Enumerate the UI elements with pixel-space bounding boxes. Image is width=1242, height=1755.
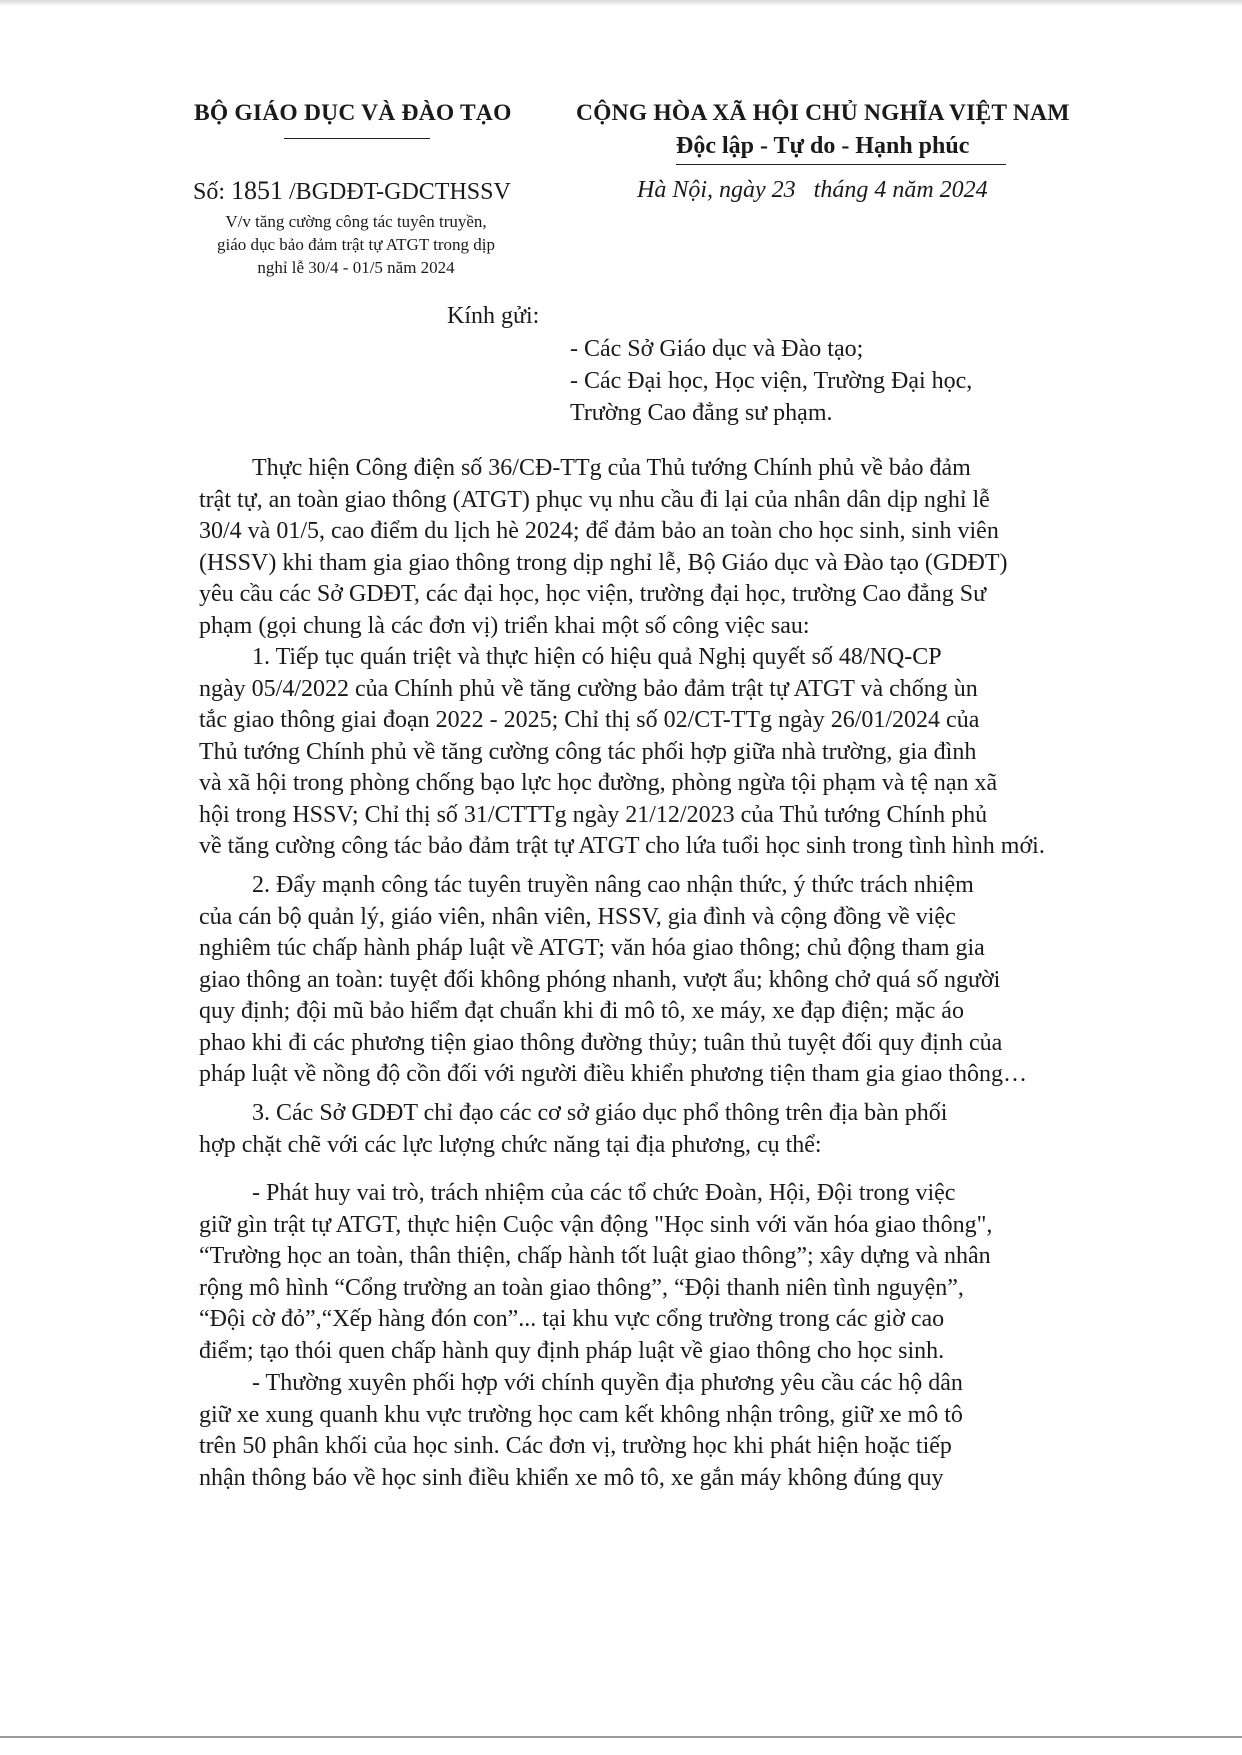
national-title: CỘNG HÒA XÃ HỘI CHỦ NGHĨA VIỆT NAM — [576, 100, 1070, 126]
authority-underline — [284, 138, 430, 139]
item1-line: ngày 05/4/2022 của Chính phủ về tăng cường bảo đảm trật tự ATGT và chống ùn — [199, 675, 978, 702]
national-motto: Độc lập - Tự do - Hạnh phúc — [676, 133, 970, 159]
item1-line: 1. Tiếp tục quán triệt và thực hiện có hiệu quả Nghị quyết số 48/NQ-CP — [252, 644, 942, 670]
item3-line: 3. Các Sở GDĐT chỉ đạo các cơ sở giáo dục phổ thông trên địa bàn phối — [252, 1100, 948, 1126]
bullet1-line: “Đội cờ đỏ”,“Xếp hàng đón con”... tại khu vực cổng trường trong các giờ cao — [199, 1306, 945, 1332]
intro-line: (HSSV) khi tham gia giao thông trong dịp nghỉ lễ, Bộ Giáo dục và Đào tạo (GDĐT) — [199, 549, 1008, 576]
item1-line: về tăng cường công tác bảo đảm trật tự ATGT cho lứa tuổi học sinh trong tình hình mới. — [199, 833, 1045, 859]
intro-line: phạm (gọi chung là các đơn vị) triển khai một số công việc sau: — [199, 612, 810, 639]
intro-line: trật tự, an toàn giao thông (ATGT) phục vụ nhu cầu đi lại của nhân dân dịp nghỉ lễ — [199, 486, 990, 513]
item1-line: hội trong HSSV; Chỉ thị số 31/CTTTg ngày 21/12/2023 của Thủ tướng Chính phủ — [199, 801, 988, 828]
item2-line: quy định; đội mũ bảo hiểm đạt chuẩn khi đi mô tô, xe máy, xe đạp điện; mặc áo — [199, 998, 964, 1024]
recipient-list — [570, 333, 972, 429]
item3-line: hợp chặt chẽ với các lực lượng chức năng tại địa phương, cụ thể: — [199, 1131, 822, 1158]
recipient-item: Trường Cao đẳng sư phạm. — [570, 400, 833, 426]
bullet2-line: trên 50 phân khối của học sinh. Các đơn vị, trường học khi phát hiện hoặc tiếp — [199, 1433, 952, 1459]
bullet1-line: - Phát huy vai trò, trách nhiệm của các tổ chức Đoàn, Hội, Đội trong việc — [252, 1180, 956, 1206]
subject-line: nghỉ lễ 30/4 - 01/5 năm 2024 — [257, 258, 455, 277]
document-number-value: 1851 — [231, 176, 284, 205]
issuing-authority: BỘ GIÁO DỤC VÀ ĐÀO TẠO — [194, 100, 512, 126]
intro-line: yêu cầu các Sở GDĐT, các đại học, học viện, trường đại học, trường Cao đẳng Sư — [199, 581, 987, 607]
bullet1-line: “Trường học an toàn, thân thiện, chấp hành tốt luật giao thông”; xây dựng và nhân — [199, 1243, 991, 1269]
recipient-item: - Các Sở Giáo dục và Đào tạo; — [570, 336, 864, 362]
bullet1-line: điểm; tạo thói quen chấp hành quy định pháp luật về giao thông cho học sinh. — [199, 1337, 945, 1364]
bullet2-line: - Thường xuyên phối hợp với chính quyền địa phương yêu cầu các hộ dân — [252, 1370, 963, 1396]
document-date: Hà Nội, ngày 23 tháng 4 năm 2024 — [637, 177, 988, 203]
bullet1-line: rộng mô hình “Cổng trường an toàn giao thông”, “Đội thanh niên tình nguyện”, — [199, 1274, 964, 1301]
bullet2-line: giữ xe xung quanh khu vực trường học cam kết không nhận trông, giữ xe mô tô — [199, 1401, 963, 1428]
item2-line: 2. Đẩy mạnh công tác tuyên truyền nâng cao nhận thức, ý thức trách nhiệm — [252, 872, 974, 898]
document-number-prefix: Số: — [193, 179, 232, 205]
salutation: Kính gửi: — [447, 303, 540, 329]
scan-edge-top — [0, 0, 1242, 6]
subject-line: giáo dục bảo đảm trật tự ATGT trong dịp — [216, 235, 496, 254]
motto-underline — [676, 164, 1006, 165]
item2-line: pháp luật về nồng độ cồn đối với người điều khiển phương tiện tham gia giao thông… — [199, 1061, 1027, 1087]
document-number-suffix: /BGDĐT-GDCTHSSV — [283, 179, 511, 205]
subject-line: V/v tăng cường công tác tuyên truyền, — [225, 212, 487, 231]
item1-line: tắc giao thông giai đoạn 2022 - 2025; Chỉ thị số 02/CT-TTg ngày 26/01/2024 của — [199, 707, 980, 733]
item2-line: nghiêm túc chấp hành pháp luật về ATGT; văn hóa giao thông; chủ động tham gia — [199, 935, 985, 961]
item2-line: của cán bộ quản lý, giáo viên, nhân viên, HSSV, gia đình và cộng đồng về việc — [199, 903, 956, 930]
intro-line: Thực hiện Công điện số 36/CĐ-TTg của Thủ tướng Chính phủ về bảo đảm — [252, 455, 971, 481]
scan-edge-bottom — [0, 1736, 1242, 1738]
item1-line: và xã hội trong phòng chống bạo lực học đường, phòng ngừa tội phạm và tệ nạn xã — [199, 770, 998, 796]
bullet2-line: nhận thông báo về học sinh điều khiển xe mô tô, xe gắn máy không đúng quy — [199, 1464, 944, 1491]
item2-line: giao thông an toàn: tuyệt đối không phóng nhanh, vượt ẩu; không chở quá số người — [199, 966, 1001, 993]
document-number — [193, 176, 511, 206]
recipient-item: - Các Đại học, Học viện, Trường Đại học, — [570, 368, 973, 394]
item2-line: phao khi đi các phương tiện giao thông đường thủy; tuân thủ tuyệt đối quy định của — [199, 1029, 1003, 1056]
item1-line: Thủ tướng Chính phủ về tăng cường công tác phối hợp giữa nhà trường, gia đình — [199, 738, 977, 765]
document-subject — [180, 210, 532, 279]
bullet1-line: giữ gìn trật tự ATGT, thực hiện Cuộc vận động "Học sinh với văn hóa giao thông", — [199, 1211, 993, 1238]
intro-line: 30/4 và 01/5, cao điểm du lịch hè 2024; để đảm bảo an toàn cho học sinh, sinh viên — [199, 518, 999, 544]
